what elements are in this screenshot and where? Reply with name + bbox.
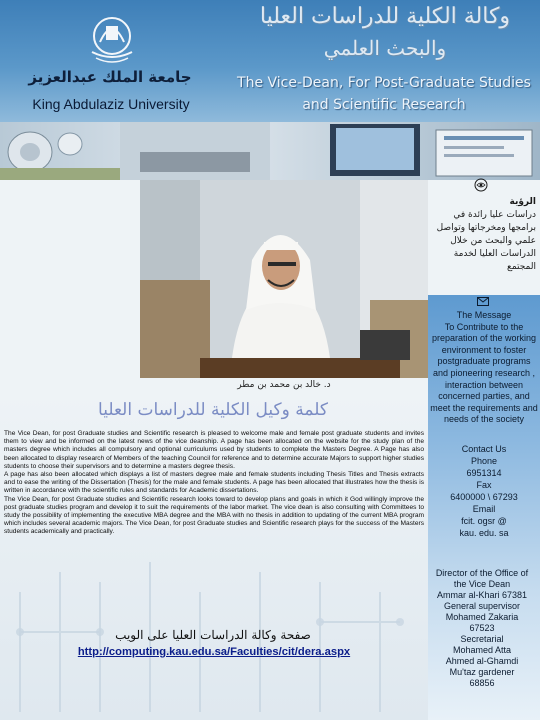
website-link-caption: صفحة وكالة الدراسات العليا على الويب	[115, 628, 311, 642]
director-line: General supervisor	[443, 601, 521, 611]
body-paragraph: The Vice Dean, for post Graduate studies and Scientific research looks toward to develop plans and goals in which it God willingly improve the post graduate studies program and develop it to suit the requirements of the labor market. The vice dean is also consulting with Committees to study the possibility of implementing the executive MBA degree and the MBA with no thesis in addition to updating of the current MBA program which includes several academic majors. The Vice Dean, for post Graduate studies and Scientific research plays for the success of the Masters students academically and practically.	[4, 495, 424, 536]
envelope-icon	[477, 297, 489, 306]
portrait-image	[140, 180, 428, 378]
director-line: Mohamed Atta	[452, 645, 512, 655]
director-line: the Vice Dean	[453, 579, 511, 589]
director-section	[424, 568, 540, 689]
header-banner	[0, 0, 540, 122]
phone-label: Phone	[470, 456, 498, 466]
vision-section	[430, 196, 536, 274]
director-line: Mohamed Zakaria	[445, 612, 519, 622]
message-text: To Contribute to the preparation of the working environment to foster postgraduate programs and pioneering research , interaction between concerned parties, and meet the requirements and needs of the society	[430, 321, 538, 425]
header-photo-strip	[0, 122, 540, 180]
director-line: 67523	[469, 623, 495, 633]
fax-number: 6400000 \ 67293	[450, 492, 518, 502]
eye-icon	[474, 178, 488, 192]
office-title-arabic-line1: وكالة الكلية للدراسات العليا	[259, 4, 511, 29]
dean-portrait-photo	[140, 180, 428, 378]
office-title-english: The Vice-Dean, For Post-Graduate Studies and Scientific Research	[237, 75, 531, 113]
dean-message-heading: كلمة وكيل الكلية للدراسات العليا	[98, 400, 328, 420]
office-title-arabic-line2: والبحث العلمي	[323, 36, 447, 60]
message-title: The Message	[456, 310, 512, 320]
university-name-arabic: جامعة الملك عبدالعزيز	[28, 68, 192, 86]
email-label: Email	[472, 504, 496, 514]
director-line: Director of the Office of	[435, 568, 529, 578]
contact-section	[430, 443, 538, 539]
portrait-caption: د. خالد بن محمد بن مطر	[237, 380, 331, 390]
phone-number[interactable]: 6951314	[466, 468, 502, 478]
dean-message-body	[4, 430, 424, 537]
director-line: Mu'taz gardener	[449, 667, 515, 677]
director-line: Ahmed al-Ghamdi	[445, 656, 519, 666]
body-paragraph: A page has also been allocated which displays a list of masters degree male and female students including Thesis Titles and Thesis extracts and to ease the writing of the Dissertation (Thesis) for the male and female students. A page has been allocated that illustrates how the thesis is written in accordance with the scientific rules and standards for Academic dissertations.	[4, 471, 424, 495]
body-paragraph: The Vice Dean, for post Graduate studies and Scientific research is pleased to welcome male and female post graduate students and invites them to view and be informed on the latest news of the vice deanship. A page has been allocated on the website for the study plan of the masters degree which includes all compulsory and optional curriculums used by students to complete the Masters Degree. A Page has also been allocated to display research of Members of the teaching Council for reference and to determine accurate Majors to support higher studies students to choose their supervisors and to determine a masters degree thesis.	[4, 430, 424, 470]
university-name-english: King Abdulaziz University	[32, 96, 190, 112]
website-link[interactable]: http://computing.kau.edu.sa/Faculties/cit/dera.aspx	[77, 646, 351, 658]
director-line: 68856	[469, 678, 495, 688]
email-address-line1[interactable]: fcit. ogsr @	[461, 516, 507, 526]
university-logo	[82, 12, 142, 66]
director-line: Ammar al-Khari 67381	[436, 590, 528, 600]
email-address-line2[interactable]: kau. edu. sa	[459, 528, 509, 538]
vision-text: دراسات عليا رائدة في برامجها ومخرجاتها وتواصل علمي والبحث من خلال الدراسات العليا لخدمة المجتمع	[436, 210, 536, 272]
director-line: Secretarial	[460, 634, 504, 644]
message-section	[430, 310, 538, 426]
photo-collage	[0, 122, 540, 180]
vision-title: الرؤية	[509, 197, 536, 207]
fax-label: Fax	[476, 480, 492, 490]
contact-title: Contact Us	[461, 444, 507, 454]
